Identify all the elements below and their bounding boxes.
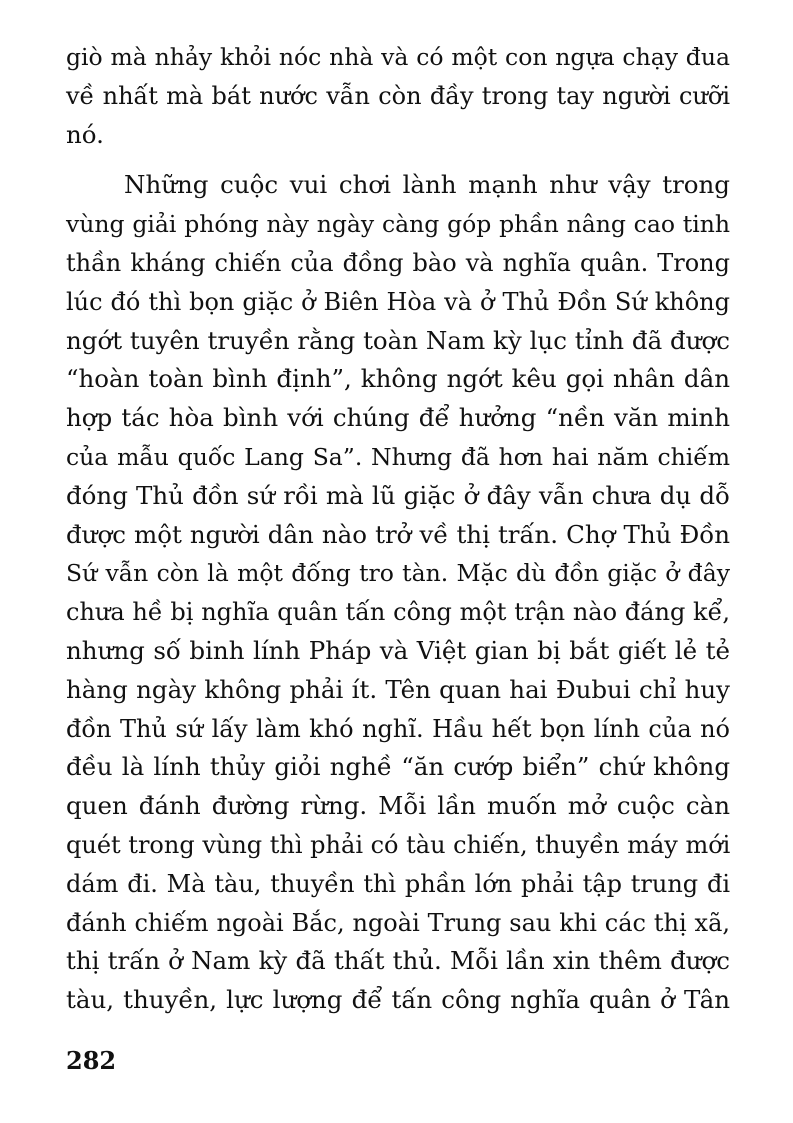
- text-line: về nhất mà bát nước vẫn còn đầy trong tay người cưỡi: [66, 81, 730, 110]
- paragraph-2: [66, 166, 730, 1020]
- text-line: thị trấn ở Nam kỳ đã thất thủ. Mỗi lần xin thêm được: [66, 946, 730, 976]
- text-line: thần kháng chiến của đồng bào và nghĩa quân. Trong: [66, 248, 730, 277]
- text-line: quét trong vùng thì phải có tàu chiến, thuyền máy mới: [66, 830, 731, 859]
- text-line: quen đánh đường rừng. Mỗi lần muốn mở cuộc càn: [66, 791, 730, 821]
- text-line: lúc đó thì bọn giặc ở Biên Hòa và ở Thủ Đồn Sứ không: [66, 287, 730, 316]
- text-line: đánh chiếm ngoài Bắc, ngoài Trung sau khi các thị xã,: [66, 908, 730, 937]
- text-line: giò mà nhảy khỏi nóc nhà và có một con ngựa chạy đua: [66, 43, 730, 71]
- text-line: dám đi. Mà tàu, thuyền thì phần lớn phải tập trung đi: [66, 869, 730, 898]
- text-line: của mẫu quốc Lang Sa”. Nhưng đã hơn hai năm chiếm: [66, 442, 730, 471]
- text-line: vùng giải phóng này ngày càng góp phần nâng cao tinh: [66, 210, 730, 239]
- text-line: Sứ vẫn còn là một đống tro tàn. Mặc dù đồn giặc ở đây: [66, 559, 730, 588]
- text-line: chưa hề bị nghĩa quân tấn công một trận nào đáng kể,: [66, 598, 730, 627]
- page-body: [66, 38, 730, 1020]
- text-line: được một người dân nào trở về thị trấn. Chợ Thủ Đồn: [66, 519, 730, 549]
- paragraph-1: [66, 38, 730, 154]
- text-line: tàu, thuyền, lực lượng để tấn công nghĩa quân ở Tân: [66, 985, 730, 1015]
- text-line: đóng Thủ đồn sứ rồi mà lũ giặc ở đây vẫn chưa dụ dỗ: [66, 480, 730, 510]
- text-line: hàng ngày không phải ít. Tên quan hai Đubui chỉ huy: [66, 674, 730, 704]
- text-line: đều là lính thủy giỏi nghề “ăn cướp biển” chứ không: [66, 752, 730, 782]
- text-line: ngớt tuyên truyền rằng toàn Nam kỳ lục tỉnh đã được: [66, 325, 730, 355]
- text-line: nhưng số binh lính Pháp và Việt gian bị bắt giết lẻ tẻ: [66, 635, 730, 665]
- text-line: “hoàn toàn bình định”, không ngớt kêu gọi nhân dân: [66, 364, 730, 394]
- text-line: nó.: [66, 119, 104, 149]
- text-line: đồn Thủ sứ lấy làm khó nghĩ. Hầu hết bọn lính của nó: [66, 714, 730, 743]
- text-line: Những cuộc vui chơi lành mạnh như vậy trong: [124, 170, 730, 200]
- text-line: hợp tác hòa bình với chúng để hưởng “nền văn minh: [66, 403, 730, 433]
- page-number: 282: [66, 1046, 117, 1075]
